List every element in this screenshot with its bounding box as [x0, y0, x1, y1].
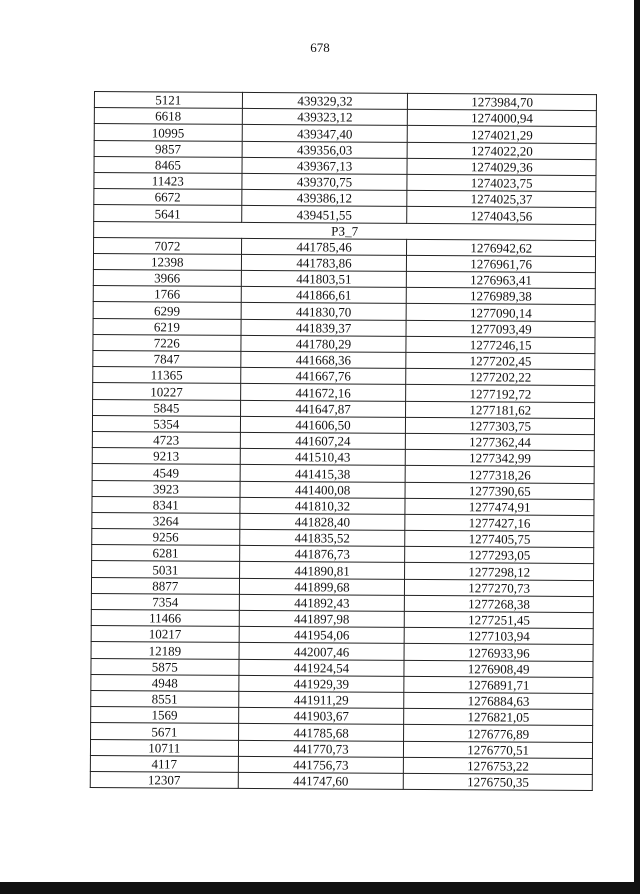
- x-coordinate-cell: 441839,37: [241, 319, 407, 336]
- x-coordinate-cell: 439347,40: [242, 125, 408, 142]
- point-number-cell: 4117: [90, 755, 238, 772]
- x-coordinate-cell: 441400,08: [240, 481, 406, 498]
- y-coordinate-cell: 1277474,91: [405, 498, 594, 515]
- point-number-cell: 5671: [91, 723, 239, 740]
- y-coordinate-cell: 1277090,14: [407, 304, 596, 321]
- x-coordinate-cell: 441510,43: [240, 449, 406, 466]
- x-coordinate-cell: 441785,46: [241, 238, 407, 255]
- point-number-cell: 10711: [90, 739, 238, 756]
- y-coordinate-cell: 1276942,62: [407, 239, 596, 256]
- x-coordinate-cell: 441828,40: [240, 513, 406, 530]
- x-coordinate-cell: 441897,98: [239, 610, 405, 627]
- y-coordinate-cell: 1277303,75: [406, 417, 595, 434]
- y-coordinate-cell: 1277251,45: [405, 611, 594, 628]
- x-coordinate-cell: 441668,36: [241, 351, 407, 368]
- point-number-cell: 7354: [91, 593, 239, 610]
- y-coordinate-cell: 1276891,71: [404, 676, 593, 693]
- y-coordinate-cell: 1274025,37: [407, 191, 596, 208]
- x-coordinate-cell: 441667,76: [240, 368, 406, 385]
- y-coordinate-cell: 1277192,72: [406, 385, 595, 402]
- y-coordinate-cell: 1277202,22: [406, 369, 595, 386]
- y-coordinate-cell: 1273984,70: [408, 93, 597, 110]
- point-number-cell: 6618: [94, 108, 242, 125]
- point-number-cell: 11423: [94, 172, 242, 189]
- point-number-cell: 10227: [93, 383, 241, 400]
- x-coordinate-cell: 439386,12: [241, 190, 407, 207]
- x-coordinate-cell: 441866,61: [241, 287, 407, 304]
- y-coordinate-cell: 1276963,41: [407, 271, 596, 288]
- y-coordinate-cell: 1277390,65: [405, 482, 594, 499]
- point-number-cell: 8465: [94, 156, 242, 173]
- y-coordinate-cell: 1277293,05: [405, 547, 594, 564]
- x-coordinate-cell: 441770,73: [238, 740, 404, 757]
- y-coordinate-cell: 1274029,36: [407, 158, 596, 175]
- point-number-cell: 5121: [94, 92, 242, 109]
- x-coordinate-cell: 441780,29: [241, 335, 407, 352]
- x-coordinate-cell: 441785,68: [238, 724, 404, 741]
- point-number-cell: 9256: [92, 529, 240, 546]
- point-number-cell: 7226: [93, 334, 241, 351]
- y-coordinate-cell: 1276989,38: [407, 288, 596, 305]
- x-coordinate-cell: 441899,68: [239, 578, 405, 595]
- point-number-cell: 9213: [92, 448, 240, 465]
- x-coordinate-cell: 439323,12: [242, 109, 408, 126]
- y-coordinate-cell: 1276933,96: [404, 644, 593, 661]
- table-row: [90, 771, 592, 790]
- point-number-cell: 12307: [90, 771, 238, 788]
- y-coordinate-cell: 1276750,35: [404, 773, 593, 790]
- y-coordinate-cell: 1277246,15: [406, 336, 595, 353]
- x-coordinate-cell: 441954,06: [239, 627, 405, 644]
- y-coordinate-cell: 1277181,62: [406, 401, 595, 418]
- point-number-cell: 4549: [92, 464, 240, 481]
- point-number-cell: 7072: [94, 237, 242, 254]
- point-number-cell: 10217: [91, 626, 239, 643]
- point-number-cell: 6299: [93, 302, 241, 319]
- y-coordinate-cell: 1276753,22: [404, 757, 593, 774]
- coordinates-table: [90, 91, 597, 791]
- point-number-cell: 6219: [93, 318, 241, 335]
- y-coordinate-cell: 1277270,73: [405, 579, 594, 596]
- x-coordinate-cell: 439367,13: [242, 157, 408, 174]
- x-coordinate-cell: 439329,32: [242, 92, 408, 109]
- point-number-cell: 1766: [93, 286, 241, 303]
- y-coordinate-cell: 1277427,16: [405, 514, 594, 531]
- y-coordinate-cell: 1277318,26: [406, 466, 595, 483]
- point-number-cell: 8877: [91, 577, 239, 594]
- point-number-cell: 12189: [91, 642, 239, 659]
- y-coordinate-cell: 1277103,94: [405, 628, 594, 645]
- x-coordinate-cell: 441606,50: [240, 416, 406, 433]
- y-coordinate-cell: 1274023,75: [407, 174, 596, 191]
- x-coordinate-cell: 441783,86: [241, 254, 407, 271]
- x-coordinate-cell: 441876,73: [239, 546, 405, 563]
- point-number-cell: 5875: [91, 658, 239, 675]
- y-coordinate-cell: 1276776,89: [404, 725, 593, 742]
- y-coordinate-cell: 1276821,05: [404, 709, 593, 726]
- point-number-cell: 3264: [92, 512, 240, 529]
- x-coordinate-cell: 441903,67: [238, 708, 404, 725]
- point-number-cell: 1569: [91, 707, 239, 724]
- point-number-cell: 5845: [93, 399, 241, 416]
- y-coordinate-cell: 1276961,76: [407, 255, 596, 272]
- point-number-cell: 4723: [92, 431, 240, 448]
- x-coordinate-cell: 441672,16: [240, 384, 406, 401]
- x-coordinate-cell: 441607,24: [240, 432, 406, 449]
- y-coordinate-cell: 1274021,29: [408, 126, 597, 143]
- x-coordinate-cell: 441924,54: [239, 659, 405, 676]
- x-coordinate-cell: 441890,81: [239, 562, 405, 579]
- point-number-cell: 3923: [92, 480, 240, 497]
- x-coordinate-cell: 441835,52: [239, 529, 405, 546]
- x-coordinate-cell: 441830,70: [241, 303, 407, 320]
- y-coordinate-cell: 1277405,75: [405, 530, 594, 547]
- x-coordinate-cell: 439356,03: [242, 141, 408, 158]
- point-number-cell: 5641: [94, 205, 242, 222]
- coordinates-table-body: [90, 92, 596, 791]
- x-coordinate-cell: 442007,46: [239, 643, 405, 660]
- y-coordinate-cell: 1277362,44: [406, 433, 595, 450]
- point-number-cell: 11466: [91, 609, 239, 626]
- x-coordinate-cell: 439451,55: [241, 206, 407, 223]
- x-coordinate-cell: 441415,38: [240, 465, 406, 482]
- x-coordinate-cell: 441747,60: [238, 772, 404, 789]
- y-coordinate-cell: 1277342,99: [406, 450, 595, 467]
- point-number-cell: 12398: [93, 253, 241, 270]
- x-coordinate-cell: 441911,29: [238, 691, 404, 708]
- point-number-cell: 8341: [92, 496, 240, 513]
- point-number-cell: 7847: [93, 350, 241, 367]
- point-number-cell: 5031: [92, 561, 240, 578]
- point-number-cell: 3966: [93, 270, 241, 287]
- y-coordinate-cell: 1277268,38: [405, 595, 594, 612]
- point-number-cell: 4948: [91, 674, 239, 691]
- point-number-cell: 6281: [92, 545, 240, 562]
- x-coordinate-cell: 441803,51: [241, 270, 407, 287]
- page-number: 678: [310, 40, 330, 55]
- y-coordinate-cell: 1277093,49: [406, 320, 595, 337]
- x-coordinate-cell: 441756,73: [238, 756, 404, 773]
- y-coordinate-cell: 1274000,94: [408, 110, 597, 127]
- x-coordinate-cell: 441929,39: [239, 675, 405, 692]
- section-label: РЗ_7: [331, 223, 359, 239]
- x-coordinate-cell: 441810,32: [240, 497, 406, 514]
- point-number-cell: 8551: [91, 690, 239, 707]
- y-coordinate-cell: 1276884,63: [404, 692, 593, 709]
- x-coordinate-cell: 441647,87: [240, 400, 406, 417]
- x-coordinate-cell: 441892,43: [239, 594, 405, 611]
- y-coordinate-cell: 1274022,20: [408, 142, 597, 159]
- point-number-cell: 10995: [94, 124, 242, 141]
- y-coordinate-cell: 1277298,12: [405, 563, 594, 580]
- y-coordinate-cell: 1277202,45: [406, 352, 595, 369]
- y-coordinate-cell: 1274043,56: [407, 207, 596, 224]
- point-number-cell: 5354: [92, 415, 240, 432]
- point-number-cell: 11365: [93, 367, 241, 384]
- y-coordinate-cell: 1276770,51: [404, 741, 593, 758]
- x-coordinate-cell: 439370,75: [242, 173, 408, 190]
- point-number-cell: 6672: [94, 189, 242, 206]
- y-coordinate-cell: 1276908,49: [404, 660, 593, 677]
- point-number-cell: 9857: [94, 140, 242, 157]
